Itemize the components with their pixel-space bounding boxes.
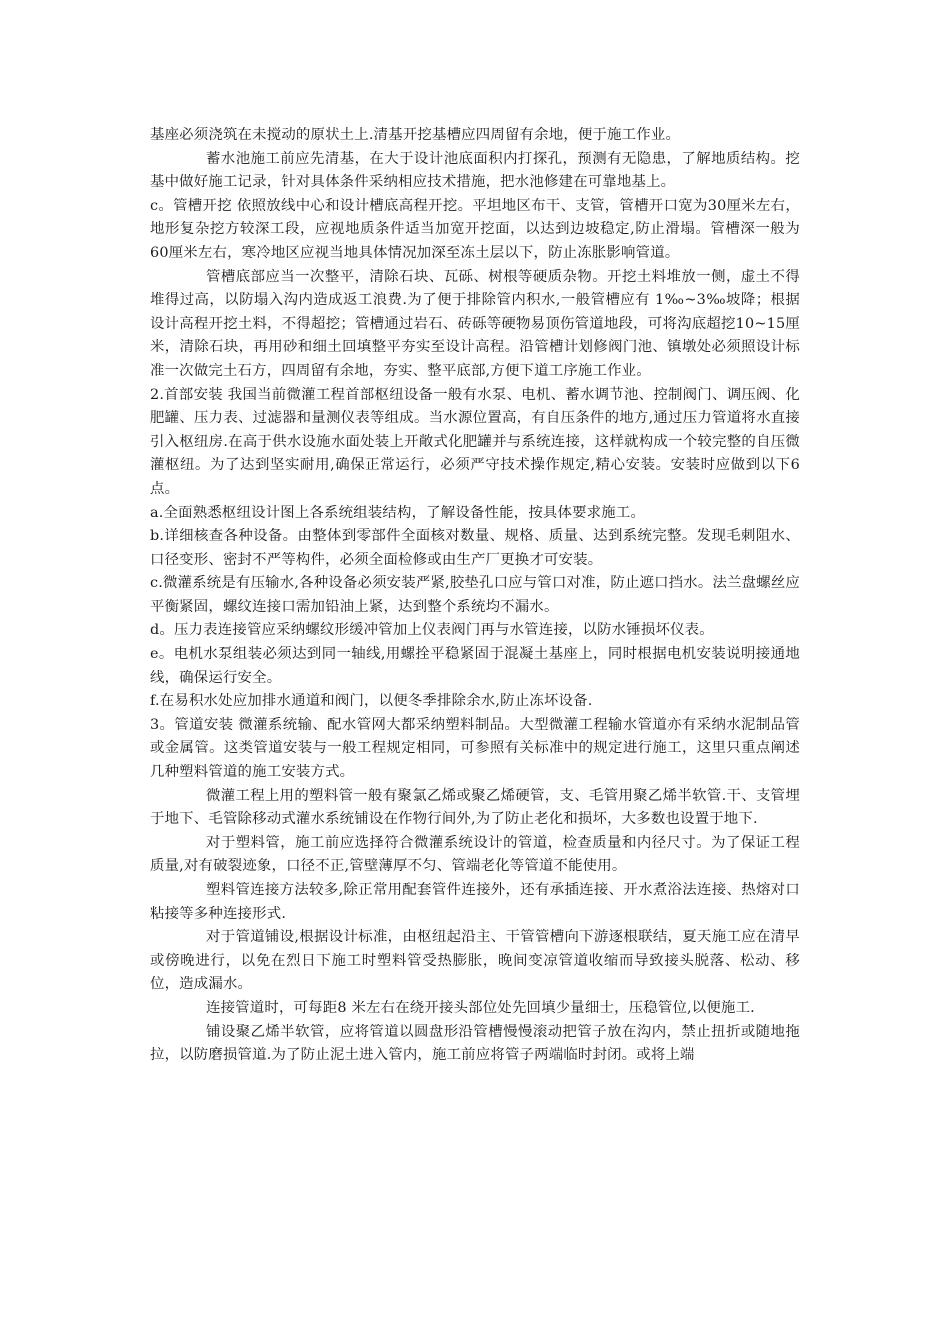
paragraph-pipe-installation: 3。管道安装 微灌系统输、配水管网大都采纳塑料制品。大型微灌工程输水管道亦有采纳水泥制品管或金属管。这类管道安装与一般工程规定相同，可参照有关标准中的规定进行施工，这里只重点阐述几种塑料管道的施工安装方式。 xyxy=(150,716,800,781)
paragraph-foundation-clearing: 基座必须浇筑在未搅动的原状土上.清基开挖基槽应四周留有余地，便于施工作业。 xyxy=(150,127,681,143)
list-item-f: f.在易积水处应加排水通道和阀门，以便冬季排除余水,防止冻坏设备. xyxy=(150,693,593,710)
paragraph-plastic-pipe-types: 微灌工程上用的塑料管一般有聚氯乙烯或聚乙烯硬管，支、毛管用聚乙烯半软管.干、支管埋于地下、毛管除移动式灌水系统铺设在作物行间外,为了防止老化和损坏，大多数也设置于地下. xyxy=(150,787,800,828)
paragraph-head-installation: 2.首部安装 我国当前微灌工程首部枢纽设备一般有水泵、电机、蓄水调节池、控制阀门、调压阀、化肥罐、压力表、过滤器和量测仪表等组成。当水源位置高，有自压条件的地方,通过压力管道将水直接引入枢纽房.在高于供水设施水面处装上开敞式化肥罐并与系统连接，这样就构成一个较完整的自压微灌枢纽。为了达到坚实耐用,确保正常运行，必须严守技术操作规定,精心安装。安装时应做到以下6点。 xyxy=(150,386,800,497)
list-item-b: b.详细核查各种设备。由整体到零部件全面核对数量、规格、质量、达到系统完整。发现毛刺阻水、口径变形、密封不严等构件，必须全面检修或由生产厂更换才可安装。 xyxy=(150,528,800,568)
paragraph-soft-pipe-laying: 铺设聚乙烯半软管，应将管道以圆盘形沿管槽慢慢滚动把管子放在沟内，禁止扭折或随地拖拉，以防磨损管道.为了防止泥土进入管内，施工前应将管子两端临时封闭。或将上端 xyxy=(150,1023,800,1064)
paragraph-backfill: 连接管道时，可每距8 米左右在绕开接头部位处先回填少量细士，压稳管位,以便施工. xyxy=(206,999,755,1016)
paragraph-trench-bottom: 管槽底部应当一次整平，清除石块、瓦砾、树根等硬质杂物。开挖土料堆放一侧，虚土不得堆得过高，以防塌入沟内造成返工浪费.为了便于排除管内积水,一般管槽应有 1‰~3‰坡降；根据设计高程开挖土料，不得超挖；管槽通过岩石、砖砾等硬物易顶伤管道地段，可将沟底超挖10~15厘米，清除石块，再用砂和细土回填整平夯实至设计高程。沿管槽计划修阀门池、镇墩处必须照设计标准一次做完土石方，四周留有余地，夯实、整平底部,方便下道工序施工作业。 xyxy=(150,268,800,379)
paragraph-trench-excavation: c。管槽开挖 依照放线中心和设计槽底高程开挖。平坦地区布干、支管，管槽开口宽为30厘米左右，地形复杂挖方较深工段，应视地质条件适当加宽开挖面，以达到边坡稳定,防止滑塌。管槽深一般为60厘米左右，寒冷地区应视当地具体情况加深至冻土层以下，防止冻胀影响管道。 xyxy=(150,197,800,261)
paragraph-connection-methods: 塑料管连接方法较多,除正常用配套管件连接外，还有承插连接、开水煮浴法连接、热熔对口粘接等多种连接形式. xyxy=(150,882,800,922)
list-item-d: d。压力表连接管应采纳螺纹形缓冲管加上仪表阀门再与水管连接，以防水锤损坏仪表。 xyxy=(150,622,714,639)
paragraph-reservoir-foundation: 蓄水池施工前应先清基，在大于设计池底面积内打探孔，预测有无隐患，了解地质结构。挖基中做好施工记录，针对具体条件采纳相应技术措施，把水池修建在可靠地基上。 xyxy=(150,150,800,191)
paragraph-pipe-laying: 对于管道铺设,根据设计标准，由枢纽起沿主、干管管槽向下游逐根联结，夏天施工应在清早或傍晚进行，以免在烈日下施工时塑料管受热膨胀，晚间变凉管道收缩而导致接头脱落、松动、移位，造成漏水。 xyxy=(150,929,800,993)
list-item-c: c.微灌系统是有压输水,各种设备必须安装严紧,胶垫孔口应与管口对准，防止遮口挡水。法兰盘螺丝应平衡紧固，螺纹连接口需加铅油上紧，达到整个系统均不漏水。 xyxy=(150,575,800,615)
list-item-a: a.全面熟悉枢纽设计图上各系统组装结构，了解设备性能，按具体要求施工。 xyxy=(150,504,646,521)
paragraph-pipe-inspection: 对于塑料管，施工前应选择符合微灌系统设计的管道，检查质量和内径尺寸。为了保证工程质量,对有破裂迹象，口径不正,管壁薄厚不匀、管端老化等管道不能使用。 xyxy=(150,834,800,875)
list-item-e: e。电机水泵组装必须达到同一轴线,用螺拴平稳紧固于混凝土基座上，同时根据电机安装说明接通地线，确保运行安全。 xyxy=(150,646,800,686)
document-body xyxy=(150,124,800,1068)
